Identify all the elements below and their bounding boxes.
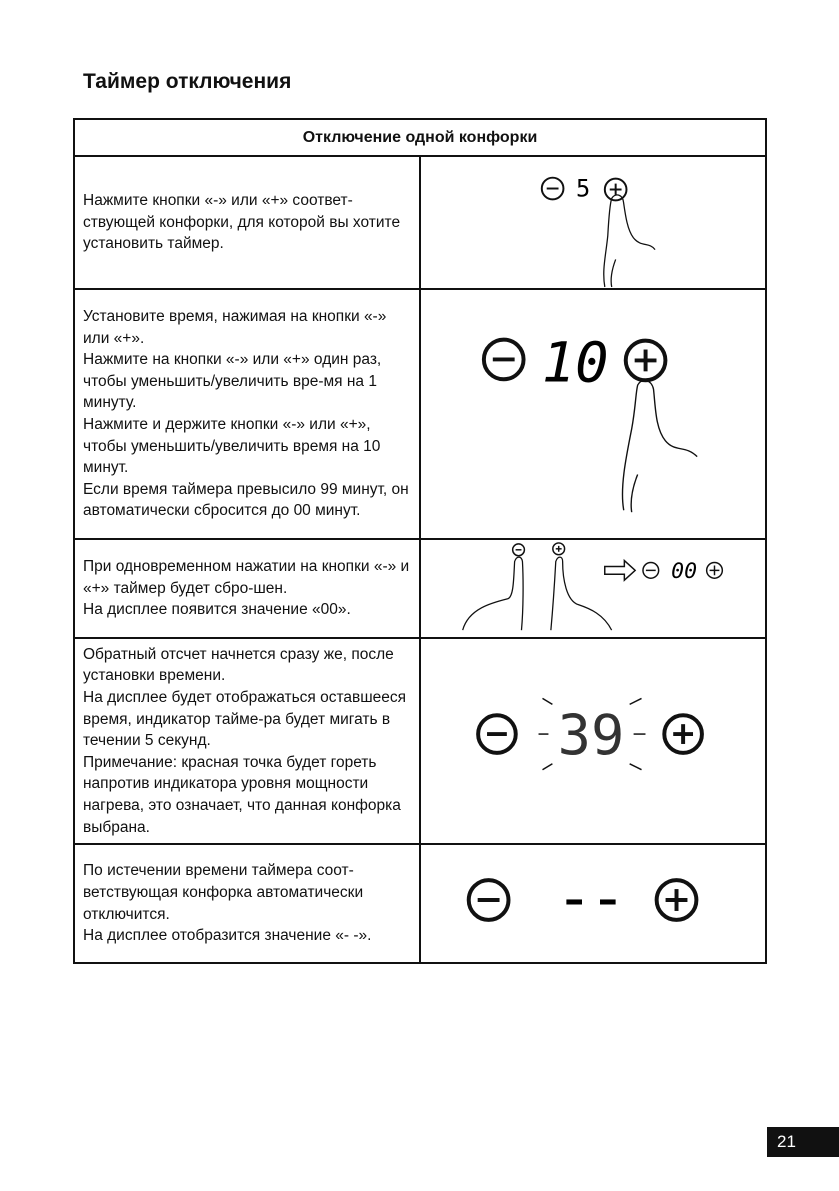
illustration-cell [421,540,765,637]
table-row [75,157,765,290]
instruction-cell [75,845,421,962]
instruction-text: По истечении времени таймера соот-ветствующая конфорка автоматически отключится. [83,862,364,923]
plus-button-icon [626,341,666,381]
timer-display: – – [564,876,618,923]
timer-display: 00 [671,559,698,585]
plus-button-icon [657,880,697,920]
instruction-cell [75,157,421,288]
instruction-text: Обратный отсчет начнется сразу же, после установки времени. [83,645,394,685]
timer-display: 5 [576,174,591,203]
instruction-text: Примечание: красная точка будет гореть напротив индикатора уровня мощности нагрева, это означает, что данная конфорка выбрана. [83,753,401,836]
instruction-cell [75,290,421,538]
timer-illustration [421,639,765,843]
arrow-right-icon [605,561,635,581]
minus-button-icon [478,715,516,753]
minus-button-icon [513,544,525,556]
timer-display: 10 [541,330,609,396]
timer-illustration [421,290,765,538]
page-heading: Таймер отключения [83,70,292,93]
instruction-text: Нажмите и держите кнопки «-» или «+», чтобы уменьшить/увеличить время на 10 минут. [83,416,381,477]
page-number: 21 [767,1127,839,1157]
instruction-text: При одновременном нажатии на кнопки «-» и «+» таймер будет сбро-шен. [83,558,410,597]
illustration-cell [421,639,765,843]
table-row [75,540,765,639]
instruction-cell [75,540,421,637]
plus-button-icon [553,543,565,555]
timer-illustration [421,540,765,637]
timer-display: 39 [557,703,625,768]
instruction-text: Установите время, нажимая на кнопки «-» или «+». [83,308,387,347]
instruction-text: Если время таймера превысило 99 минут, он автоматически сбросится до 00 минут. [83,480,409,520]
illustration-cell [421,290,765,538]
table-row [75,845,765,962]
minus-button-icon [643,563,659,579]
instruction-text: Нажмите на кнопки «-» или «+» один раз, чтобы уменьшить/увеличить вре-мя на 1 минуту. [83,351,382,412]
finger-icon [551,557,612,630]
instruction-text: На дисплее появится значение «00». [83,601,351,619]
plus-button-icon [707,563,723,579]
finger-icon [463,557,523,630]
instruction-cell [75,639,421,843]
minus-button-icon [542,178,564,200]
minus-button-icon [469,880,509,920]
table-row [75,639,765,845]
instruction-text: На дисплее будет отображаться оставшееся время, индикатор тайме-ра будет мигать в течении 5 секунд. [83,689,407,750]
finger-icon [622,380,697,510]
timer-illustration [421,157,765,288]
timer-illustration [421,845,765,962]
illustration-cell [421,157,765,288]
instruction-text: На дисплее отобразится значение «- -». [83,927,372,945]
plus-button-icon [605,179,627,201]
illustration-cell [421,845,765,962]
plus-button-icon [664,715,702,753]
table-row [75,290,765,540]
minus-button-icon [484,340,524,380]
instruction-text: Нажмите кнопки «-» или «+» соответ-ствующей конфорки, для которой вы хотите установить таймер. [83,192,401,253]
table-title: Отключение одной конфорки [75,120,765,157]
timer-table [73,118,767,964]
